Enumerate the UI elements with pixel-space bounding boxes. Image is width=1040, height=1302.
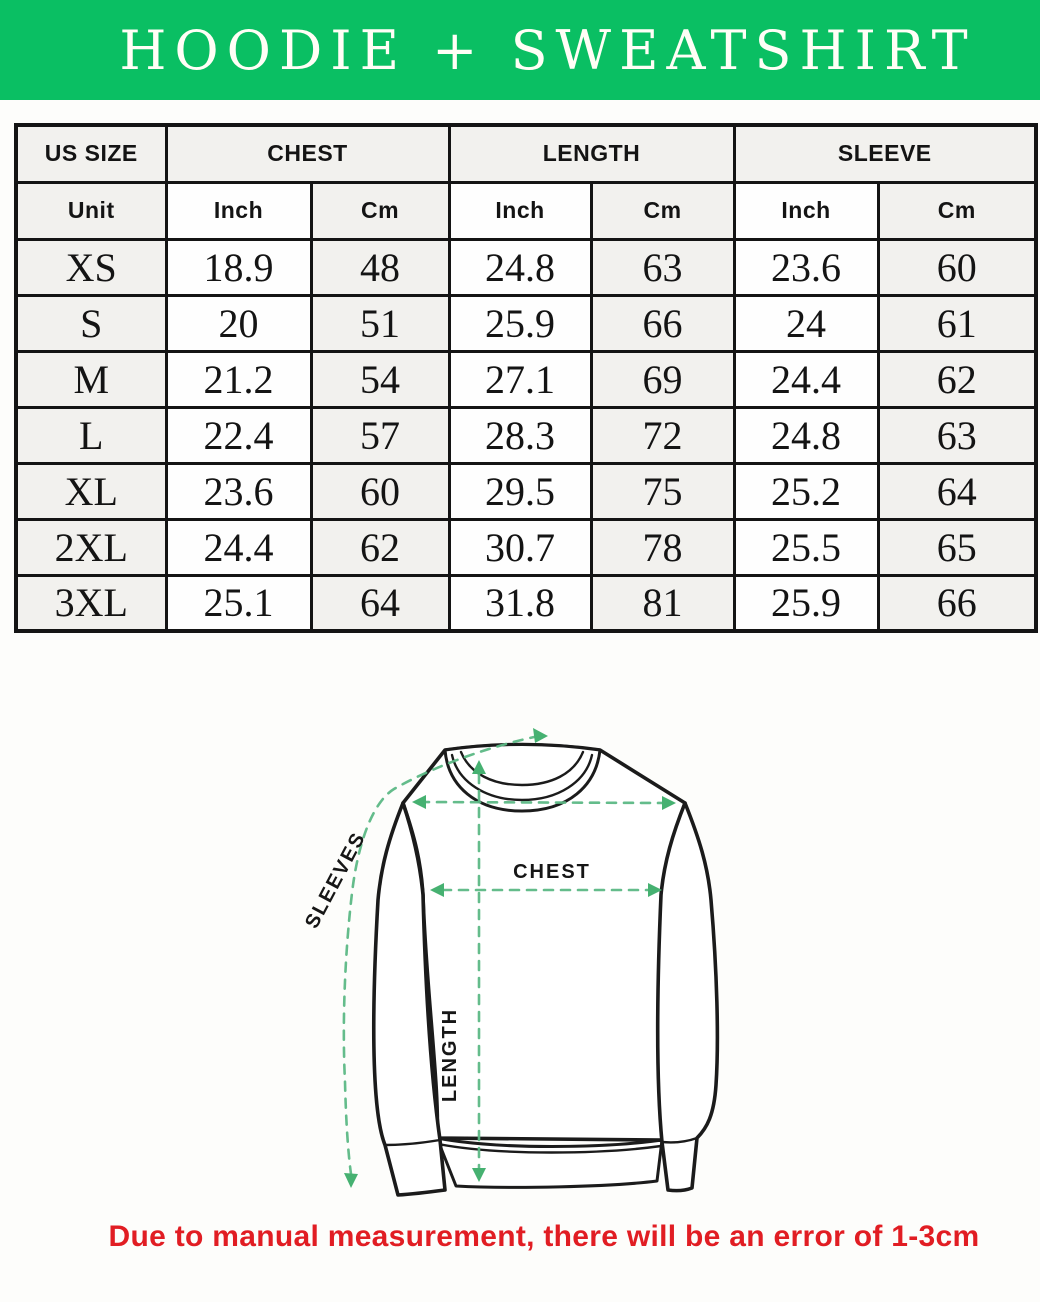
table-row-2xl xyxy=(16,519,1036,575)
sweatshirt-drawing xyxy=(374,745,718,1196)
value-cell: 61 xyxy=(878,295,1036,351)
size-label: XS xyxy=(16,239,166,295)
value-cell: 22.4 xyxy=(166,407,311,463)
value-cell: 24.8 xyxy=(734,407,878,463)
value-cell: 62 xyxy=(311,519,449,575)
value-cell: 60 xyxy=(311,463,449,519)
value-cell: 65 xyxy=(878,519,1036,575)
unit-sleeve-cm: Cm xyxy=(878,182,1036,239)
size-label: L xyxy=(16,407,166,463)
size-table-body xyxy=(16,239,1036,631)
value-cell: 81 xyxy=(591,575,734,631)
value-cell: 25.5 xyxy=(734,519,878,575)
value-cell: 51 xyxy=(311,295,449,351)
value-cell: 66 xyxy=(591,295,734,351)
value-cell: 25.9 xyxy=(449,295,591,351)
table-row-xl xyxy=(16,463,1036,519)
sleeves-label: SLEEVES xyxy=(301,828,371,933)
unit-length-cm: Cm xyxy=(591,182,734,239)
value-cell: 66 xyxy=(878,575,1036,631)
value-cell: 64 xyxy=(311,575,449,631)
unit-header-cell: Unit xyxy=(16,182,166,239)
value-cell: 25.1 xyxy=(166,575,311,631)
value-cell: 23.6 xyxy=(166,463,311,519)
page-title: HOODIE + SWEATSHIRT xyxy=(119,18,976,82)
sleeves-arrow-bottom xyxy=(344,1173,358,1188)
value-cell: 57 xyxy=(311,407,449,463)
value-cell: 25.2 xyxy=(734,463,878,519)
table-row-s xyxy=(16,295,1036,351)
size-label: 2XL xyxy=(16,519,166,575)
waistband xyxy=(437,1138,662,1187)
value-cell: 21.2 xyxy=(166,351,311,407)
value-cell: 78 xyxy=(591,519,734,575)
size-label: M xyxy=(16,351,166,407)
group-header-sleeve: SLEEVE xyxy=(734,125,1036,182)
size-label: XL xyxy=(16,463,166,519)
value-cell: 69 xyxy=(591,351,734,407)
value-cell: 24.8 xyxy=(449,239,591,295)
size-label: S xyxy=(16,295,166,351)
corner-header-cell: US SIZE xyxy=(16,125,166,182)
value-cell: 63 xyxy=(878,407,1036,463)
value-cell: 63 xyxy=(591,239,734,295)
length-label: LENGTH xyxy=(439,1007,461,1103)
value-cell: 24.4 xyxy=(166,519,311,575)
unit-length-inch: Inch xyxy=(449,182,591,239)
value-cell: 23.6 xyxy=(734,239,878,295)
value-cell: 31.8 xyxy=(449,575,591,631)
shoulder-measure-line xyxy=(420,802,668,803)
value-cell: 24.4 xyxy=(734,351,878,407)
table-row-xs xyxy=(16,239,1036,295)
value-cell: 29.5 xyxy=(449,463,591,519)
value-cell: 25.9 xyxy=(734,575,878,631)
sleeves-arrow-top xyxy=(533,728,548,743)
value-cell: 28.3 xyxy=(449,407,591,463)
table-row-m xyxy=(16,351,1036,407)
chest-label: CHEST xyxy=(513,861,591,883)
size-table xyxy=(14,123,1038,633)
unit-header-row xyxy=(16,182,1036,239)
value-cell: 48 xyxy=(311,239,449,295)
table-row-3xl xyxy=(16,575,1036,631)
banner xyxy=(0,0,1040,100)
value-cell: 64 xyxy=(878,463,1036,519)
value-cell: 20 xyxy=(166,295,311,351)
group-header-chest: CHEST xyxy=(166,125,449,182)
value-cell: 18.9 xyxy=(166,239,311,295)
measurement-disclaimer: Due to manual measurement, there will be an error of 1-3cm xyxy=(108,1220,980,1253)
measurement-diagram xyxy=(290,690,810,1230)
group-header-length: LENGTH xyxy=(449,125,734,182)
size-table-header xyxy=(16,125,1036,239)
group-header-row xyxy=(16,125,1036,182)
unit-sleeve-inch: Inch xyxy=(734,182,878,239)
value-cell: 27.1 xyxy=(449,351,591,407)
unit-chest-inch: Inch xyxy=(166,182,311,239)
table-row-l xyxy=(16,407,1036,463)
value-cell: 30.7 xyxy=(449,519,591,575)
value-cell: 24 xyxy=(734,295,878,351)
value-cell: 72 xyxy=(591,407,734,463)
value-cell: 75 xyxy=(591,463,734,519)
size-label: 3XL xyxy=(16,575,166,631)
right-sleeve xyxy=(658,803,718,1191)
value-cell: 60 xyxy=(878,239,1036,295)
unit-chest-cm: Cm xyxy=(311,182,449,239)
value-cell: 54 xyxy=(311,351,449,407)
value-cell: 62 xyxy=(878,351,1036,407)
